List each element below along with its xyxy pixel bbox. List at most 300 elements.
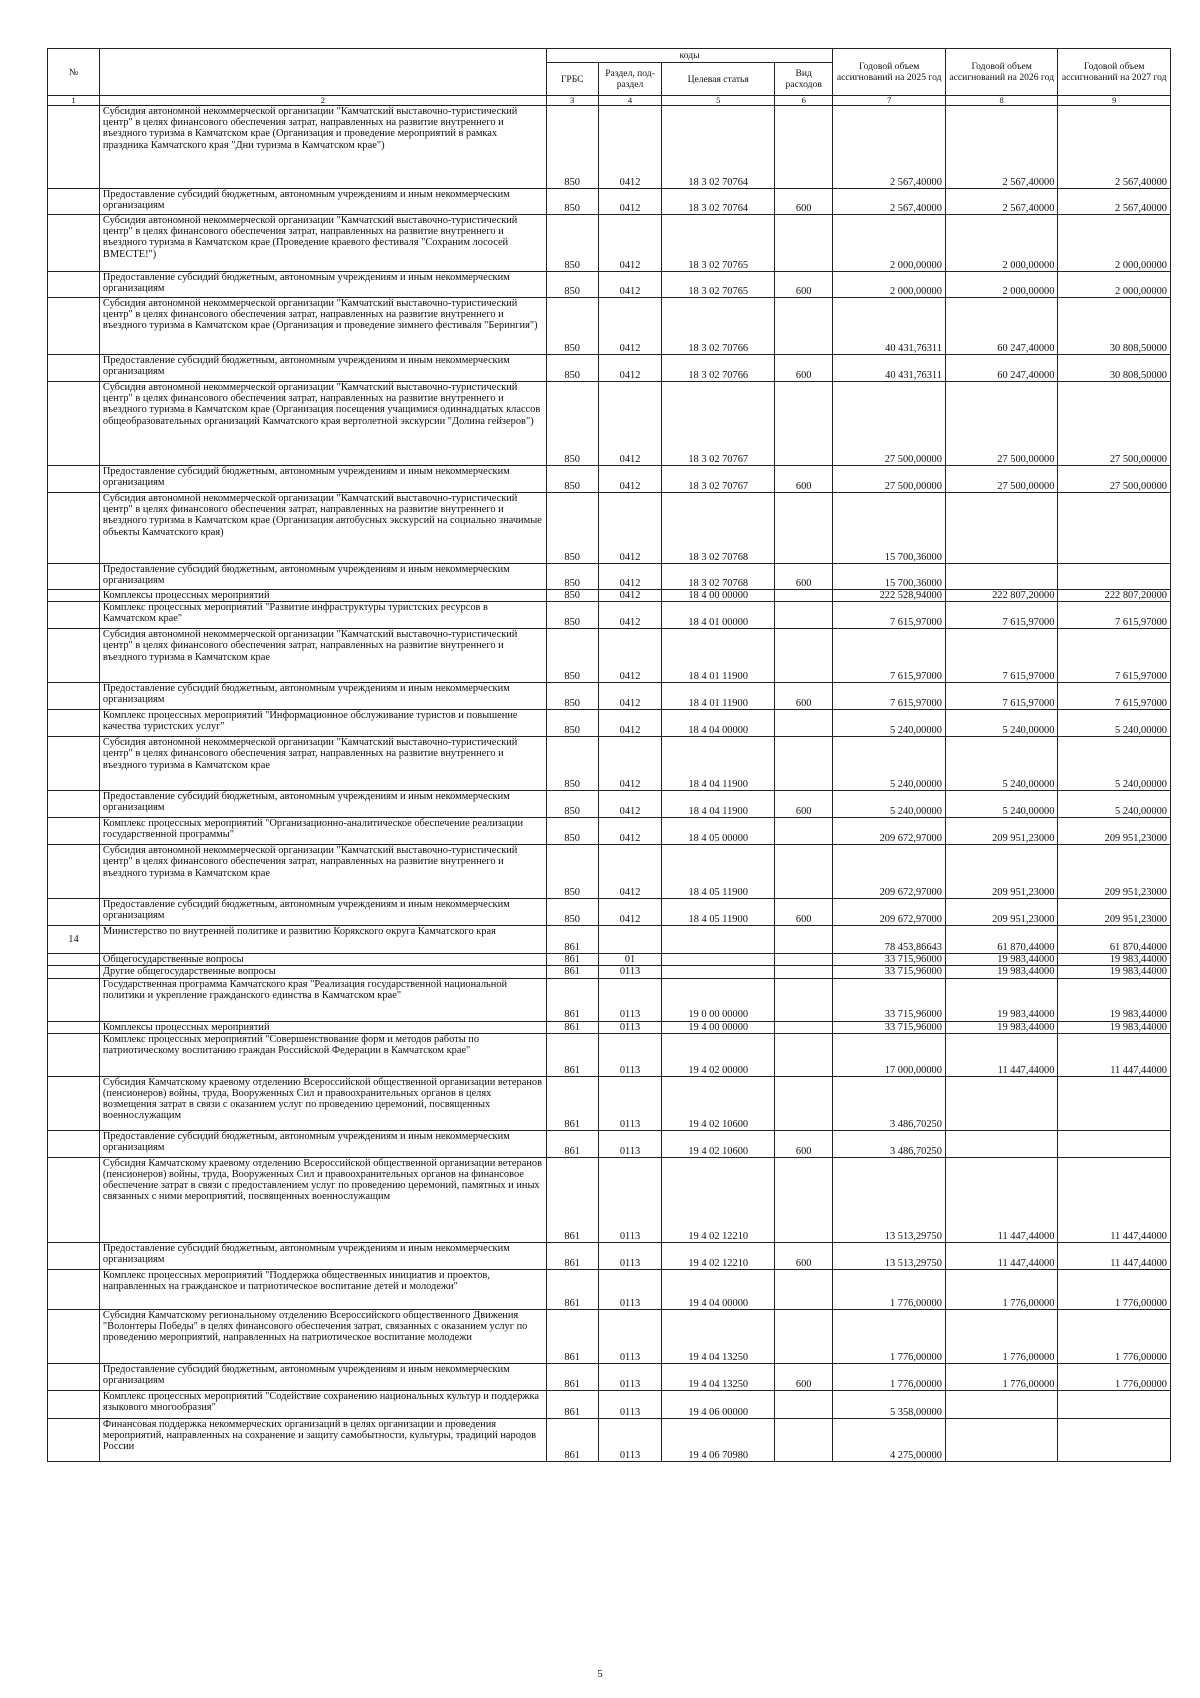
col-index: 8: [945, 96, 1058, 106]
row-description: Комплекс процессных мероприятий "Организационно-аналитическое обеспечение реализации государственной программы": [99, 818, 546, 845]
amount-2026: 19 983,44000: [945, 954, 1058, 966]
amount-2025: 5 240,00000: [833, 791, 946, 818]
grbs-code: 850: [546, 602, 598, 629]
amount-2026: 209 951,23000: [945, 899, 1058, 926]
col-index: 7: [833, 96, 946, 106]
target-article-code: 19 4 04 00000: [662, 1269, 775, 1309]
target-article-code: 18 4 04 00000: [662, 710, 775, 737]
row-description: Предоставление субсидий бюджетным, автономным учреждениям и иным некоммерческим организациям: [99, 466, 546, 493]
amount-2025: 4 275,00000: [833, 1418, 946, 1461]
section-code: 0113: [598, 1363, 662, 1390]
grbs-code: 850: [546, 466, 598, 493]
section-code: 0412: [598, 818, 662, 845]
amount-2027: 19 983,44000: [1058, 954, 1171, 966]
amount-2026: 1 776,00000: [945, 1363, 1058, 1390]
table-row: [48, 602, 1171, 629]
row-number: [48, 1130, 100, 1157]
table-row: [48, 106, 1171, 189]
expense-type-code: [774, 106, 832, 189]
amount-2026: 5 240,00000: [945, 737, 1058, 791]
row-number: [48, 845, 100, 899]
col-index: 4: [598, 96, 662, 106]
expense-type-code: 600: [774, 466, 832, 493]
amount-2025: 5 240,00000: [833, 710, 946, 737]
row-number: [48, 189, 100, 215]
amount-2026: 11 447,44000: [945, 1242, 1058, 1269]
table-row: [48, 189, 1171, 215]
grbs-code: 861: [546, 1130, 598, 1157]
table-row: [48, 1390, 1171, 1418]
row-description: Комплексы процессных мероприятий: [99, 1021, 546, 1033]
col-index: 3: [546, 96, 598, 106]
header-row-top: [48, 49, 1171, 63]
budget-sheet: [47, 48, 1171, 1462]
amount-2026: [945, 1076, 1058, 1130]
table-row: [48, 683, 1171, 710]
grbs-code: 861: [546, 1363, 598, 1390]
expense-type-code: [774, 1033, 832, 1076]
expense-type-code: 600: [774, 683, 832, 710]
grbs-code: 850: [546, 710, 598, 737]
row-number: [48, 954, 100, 966]
target-article-code: 19 4 06 00000: [662, 1390, 775, 1418]
expense-type-code: [774, 493, 832, 564]
table-row: [48, 791, 1171, 818]
row-description: Субсидия Камчатскому краевому отделению Всероссийской общественной организации ветеранов (пенсионеров) войны, труда, Вооруженных Сил и правоохранительных органов в целях возмещения затрат в связи с оказанием услуг по проведению церемоний, посвященных военнослужащим: [99, 1076, 546, 1130]
target-article-code: 18 4 04 11900: [662, 737, 775, 791]
amount-2027: 11 447,44000: [1058, 1033, 1171, 1076]
amount-2025: 7 615,97000: [833, 602, 946, 629]
amount-2025: 7 615,97000: [833, 629, 946, 683]
row-number: 14: [48, 926, 100, 954]
amount-2025: 5 358,00000: [833, 1390, 946, 1418]
section-code: 01: [598, 954, 662, 966]
table-row: [48, 564, 1171, 590]
row-description: Субсидия Камчатскому региональному отделению Всероссийского общественного Движения "Волонтеры Победы" в целях финансового обеспечения затрат, связанных с оказанием услуг по проведению мероприятий, направленных на патриотическое воспитание молодежи: [99, 1309, 546, 1363]
table-row: [48, 590, 1171, 602]
target-article-code: 18 3 02 70765: [662, 215, 775, 272]
col-index: 6: [774, 96, 832, 106]
row-number: [48, 590, 100, 602]
section-code: 0113: [598, 1418, 662, 1461]
expense-type-code: [774, 1269, 832, 1309]
amount-2027: [1058, 1130, 1171, 1157]
col-index: 2: [99, 96, 546, 106]
table-row: [48, 1076, 1171, 1130]
section-code: 0412: [598, 590, 662, 602]
section-code: [598, 926, 662, 954]
section-code: 0412: [598, 564, 662, 590]
amount-2025: 3 486,70250: [833, 1076, 946, 1130]
row-description: Предоставление субсидий бюджетным, автономным учреждениям и иным некоммерческим организациям: [99, 791, 546, 818]
target-article-code: 19 4 02 12210: [662, 1157, 775, 1242]
row-number: [48, 1021, 100, 1033]
row-description: Предоставление субсидий бюджетным, автономным учреждениям и иным некоммерческим организациям: [99, 272, 546, 298]
amount-2027: 2 000,00000: [1058, 272, 1171, 298]
expense-type-code: 600: [774, 564, 832, 590]
amount-2026: 61 870,44000: [945, 926, 1058, 954]
section-code: 0113: [598, 1033, 662, 1076]
expense-type-code: [774, 954, 832, 966]
grbs-code: 850: [546, 818, 598, 845]
row-number: [48, 382, 100, 466]
header-target: Целевая статья: [662, 63, 775, 96]
amount-2025: 209 672,97000: [833, 818, 946, 845]
amount-2026: 7 615,97000: [945, 629, 1058, 683]
grbs-code: 861: [546, 1309, 598, 1363]
target-article-code: 18 4 01 11900: [662, 683, 775, 710]
header-num: №: [48, 49, 100, 96]
grbs-code: 850: [546, 355, 598, 382]
table-row: [48, 1269, 1171, 1309]
amount-2027: 2 567,40000: [1058, 106, 1171, 189]
expense-type-code: 600: [774, 355, 832, 382]
amount-2027: 7 615,97000: [1058, 629, 1171, 683]
amount-2025: 13 513,29750: [833, 1157, 946, 1242]
amount-2026: 60 247,40000: [945, 298, 1058, 355]
amount-2026: [945, 564, 1058, 590]
amount-2027: [1058, 1076, 1171, 1130]
row-description: Субсидия автономной некоммерческой организации "Камчатский выставочно-туристический центр" в целях финансового обеспечения затрат, направленных на развитие внутреннего и въездного туризма в Камчатском крае (Организация автобусных экскурсий на социально значимые объекты Камчатского края): [99, 493, 546, 564]
expense-type-code: 600: [774, 791, 832, 818]
amount-2025: 2 567,40000: [833, 106, 946, 189]
row-number: [48, 978, 100, 1021]
target-article-code: 18 3 02 70766: [662, 298, 775, 355]
row-number: [48, 966, 100, 978]
target-article-code: 18 3 02 70765: [662, 272, 775, 298]
section-code: 0113: [598, 1021, 662, 1033]
amount-2025: 3 486,70250: [833, 1130, 946, 1157]
amount-2026: 5 240,00000: [945, 791, 1058, 818]
row-number: [48, 272, 100, 298]
grbs-code: 850: [546, 215, 598, 272]
amount-2026: 209 951,23000: [945, 818, 1058, 845]
grbs-code: 861: [546, 966, 598, 978]
amount-2026: [945, 493, 1058, 564]
section-code: 0412: [598, 683, 662, 710]
target-article-code: 19 4 00 00000: [662, 1021, 775, 1033]
row-number: [48, 1242, 100, 1269]
expense-type-code: [774, 382, 832, 466]
target-article-code: 18 3 02 70764: [662, 189, 775, 215]
table-row: [48, 1033, 1171, 1076]
expense-type-code: 600: [774, 1242, 832, 1269]
grbs-code: 861: [546, 1033, 598, 1076]
header-expense-type: Вид расходов: [774, 63, 832, 96]
grbs-code: 861: [546, 1076, 598, 1130]
row-description: Субсидия автономной некоммерческой организации "Камчатский выставочно-туристический центр" в целях финансового обеспечения затрат, направленных на развитие внутреннего и въездного туризма в Камчатском крае (Организация и проведение мероприятий в рамках праздника Камчатского края "Дни туризма в Камчатском крае"): [99, 106, 546, 189]
grbs-code: 861: [546, 1390, 598, 1418]
row-number: [48, 215, 100, 272]
target-article-code: [662, 926, 775, 954]
grbs-code: 850: [546, 189, 598, 215]
amount-2027: 5 240,00000: [1058, 710, 1171, 737]
amount-2025: 15 700,36000: [833, 564, 946, 590]
section-code: 0113: [598, 1390, 662, 1418]
table-row: [48, 1021, 1171, 1033]
amount-2025: 15 700,36000: [833, 493, 946, 564]
row-number: [48, 1157, 100, 1242]
row-description: Предоставление субсидий бюджетным, автономным учреждениям и иным некоммерческим организациям: [99, 1242, 546, 1269]
section-code: 0412: [598, 737, 662, 791]
amount-2027: 5 240,00000: [1058, 737, 1171, 791]
grbs-code: 850: [546, 272, 598, 298]
amount-2025: 40 431,76311: [833, 298, 946, 355]
target-article-code: 18 4 01 11900: [662, 629, 775, 683]
amount-2026: [945, 1418, 1058, 1461]
amount-2027: 222 807,20000: [1058, 590, 1171, 602]
amount-2025: 33 715,96000: [833, 1021, 946, 1033]
row-number: [48, 791, 100, 818]
budget-table: [47, 48, 1171, 1462]
table-row: [48, 737, 1171, 791]
col-index: 9: [1058, 96, 1171, 106]
amount-2026: 7 615,97000: [945, 683, 1058, 710]
row-number: [48, 737, 100, 791]
grbs-code: 861: [546, 954, 598, 966]
section-code: 0412: [598, 215, 662, 272]
section-code: 0412: [598, 899, 662, 926]
expense-type-code: [774, 215, 832, 272]
target-article-code: 18 4 05 11900: [662, 845, 775, 899]
target-article-code: 19 4 06 70980: [662, 1418, 775, 1461]
amount-2027: 7 615,97000: [1058, 683, 1171, 710]
column-index-row: [48, 96, 1171, 106]
amount-2025: 40 431,76311: [833, 355, 946, 382]
table-row: [48, 899, 1171, 926]
row-number: [48, 710, 100, 737]
amount-2027: 11 447,44000: [1058, 1157, 1171, 1242]
row-number: [48, 1363, 100, 1390]
expense-type-code: [774, 737, 832, 791]
row-number: [48, 1309, 100, 1363]
amount-2027: 19 983,44000: [1058, 966, 1171, 978]
amount-2026: 11 447,44000: [945, 1157, 1058, 1242]
table-row: [48, 493, 1171, 564]
section-code: 0412: [598, 466, 662, 493]
expense-type-code: [774, 710, 832, 737]
target-article-code: 18 4 01 00000: [662, 602, 775, 629]
row-description: Субсидия автономной некоммерческой организации "Камчатский выставочно-туристический центр" в целях финансового обеспечения затрат, направленных на развитие внутреннего и въездного туризма в Камчатском крае (Организация и проведение зимнего фестиваля "Берингия"): [99, 298, 546, 355]
amount-2027: 1 776,00000: [1058, 1363, 1171, 1390]
amount-2026: 27 500,00000: [945, 382, 1058, 466]
col-index: 1: [48, 96, 100, 106]
amount-2026: 5 240,00000: [945, 710, 1058, 737]
section-code: 0412: [598, 710, 662, 737]
amount-2027: 30 808,50000: [1058, 355, 1171, 382]
row-description: Комплекс процессных мероприятий "Совершенствование форм и методов работы по патриотическому воспитанию граждан Российской Федерации в Камчатском крае": [99, 1033, 546, 1076]
amount-2025: 33 715,96000: [833, 954, 946, 966]
amount-2026: 60 247,40000: [945, 355, 1058, 382]
row-description: Предоставление субсидий бюджетным, автономным учреждениям и иным некоммерческим организациям: [99, 189, 546, 215]
amount-2026: 19 983,44000: [945, 966, 1058, 978]
expense-type-code: [774, 966, 832, 978]
section-code: 0412: [598, 382, 662, 466]
amount-2026: 19 983,44000: [945, 978, 1058, 1021]
grbs-code: 850: [546, 683, 598, 710]
expense-type-code: [774, 1390, 832, 1418]
amount-2025: 13 513,29750: [833, 1242, 946, 1269]
row-number: [48, 1269, 100, 1309]
expense-type-code: 600: [774, 1130, 832, 1157]
expense-type-code: [774, 1076, 832, 1130]
table-row: [48, 298, 1171, 355]
section-code: 0412: [598, 272, 662, 298]
amount-2026: 7 615,97000: [945, 602, 1058, 629]
expense-type-code: [774, 845, 832, 899]
amount-2025: 33 715,96000: [833, 978, 946, 1021]
amount-2026: 209 951,23000: [945, 845, 1058, 899]
table-row: [48, 382, 1171, 466]
row-description: Комплекс процессных мероприятий "Развитие инфраструктуры туристских ресурсов в Камчатском крае": [99, 602, 546, 629]
expense-type-code: [774, 926, 832, 954]
row-number: [48, 564, 100, 590]
expense-type-code: 600: [774, 189, 832, 215]
row-description: Субсидия автономной некоммерческой организации "Камчатский выставочно-туристический центр" в целях финансового обеспечения затрат, направленных на развитие внутреннего и въездного туризма в Камчатском крае (Организация посещения учащимися одиннадцатых классов общеобразовательных организаций Камчатского края вертолетной экскурсии "Долина гейзеров"): [99, 382, 546, 466]
row-description: Субсидия автономной некоммерческой организации "Камчатский выставочно-туристический центр" в целях финансового обеспечения затрат, направленных на развитие внутреннего и въездного туризма в Камчатском крае: [99, 737, 546, 791]
target-article-code: [662, 966, 775, 978]
section-code: 0113: [598, 1157, 662, 1242]
amount-2027: 19 983,44000: [1058, 978, 1171, 1021]
amount-2026: 1 776,00000: [945, 1309, 1058, 1363]
amount-2025: 1 776,00000: [833, 1269, 946, 1309]
amount-2027: 209 951,23000: [1058, 845, 1171, 899]
row-description: Комплекс процессных мероприятий "Содействие сохранению национальных культур и поддержка языкового многообразия": [99, 1390, 546, 1418]
amount-2026: 222 807,20000: [945, 590, 1058, 602]
expense-type-code: [774, 978, 832, 1021]
header-name-blank: [99, 49, 546, 96]
amount-2025: 209 672,97000: [833, 845, 946, 899]
row-description: Предоставление субсидий бюджетным, автономным учреждениям и иным некоммерческим организациям: [99, 1363, 546, 1390]
amount-2026: 2 000,00000: [945, 215, 1058, 272]
grbs-code: 861: [546, 1157, 598, 1242]
row-description: Предоставление субсидий бюджетным, автономным учреждениям и иным некоммерческим организациям: [99, 355, 546, 382]
grbs-code: 850: [546, 564, 598, 590]
row-number: [48, 899, 100, 926]
target-article-code: 18 3 02 70764: [662, 106, 775, 189]
row-number: [48, 355, 100, 382]
row-number: [48, 1418, 100, 1461]
row-description: Другие общегосударственные вопросы: [99, 966, 546, 978]
page-number: 5: [597, 1668, 603, 1680]
grbs-code: 850: [546, 629, 598, 683]
amount-2027: 1 776,00000: [1058, 1309, 1171, 1363]
table-row: [48, 215, 1171, 272]
row-description: Комплекс процессных мероприятий "Информационное обслуживание туристов и повышение качества туристских услуг": [99, 710, 546, 737]
amount-2027: 19 983,44000: [1058, 1021, 1171, 1033]
target-article-code: 19 4 02 10600: [662, 1076, 775, 1130]
grbs-code: 861: [546, 1021, 598, 1033]
row-number: [48, 1076, 100, 1130]
amount-2025: 5 240,00000: [833, 737, 946, 791]
header-section: Раздел, под-раздел: [598, 63, 662, 96]
row-number: [48, 466, 100, 493]
row-description: Комплекс процессных мероприятий "Поддержка общественных инициатив и проектов, направленных на гражданское и патриотическое воспитание детей и молодежи": [99, 1269, 546, 1309]
table-row: [48, 629, 1171, 683]
table-row: [48, 1130, 1171, 1157]
amount-2027: 27 500,00000: [1058, 466, 1171, 493]
amount-2025: 222 528,94000: [833, 590, 946, 602]
grbs-code: 850: [546, 382, 598, 466]
target-article-code: 18 3 02 70766: [662, 355, 775, 382]
row-description: Субсидия Камчатскому краевому отделению Всероссийской общественной организации ветеранов (пенсионеров) войны, труда, Вооруженных Сил и правоохранительных органов на финансовое обеспечение затрат в связи с предоставлением услуг по проведению церемоний, памятных и иных связанных с ними мероприятий, посвященных военнослужащим: [99, 1157, 546, 1242]
amount-2026: [945, 1390, 1058, 1418]
row-description: Субсидия автономной некоммерческой организации "Камчатский выставочно-туристический центр" в целях финансового обеспечения затрат, направленных на развитие внутреннего и въездного туризма в Камчатском крае: [99, 845, 546, 899]
grbs-code: 850: [546, 845, 598, 899]
row-description: Субсидия автономной некоммерческой организации "Камчатский выставочно-туристический центр" в целях финансового обеспечения затрат, направленных на развитие внутреннего и въездного туризма в Камчатском крае (Проведение краевого фестиваля "Сохраним лососей ВМЕСТЕ!"): [99, 215, 546, 272]
grbs-code: 850: [546, 737, 598, 791]
table-row: [48, 1309, 1171, 1363]
target-article-code: 19 4 04 13250: [662, 1363, 775, 1390]
expense-type-code: [774, 1021, 832, 1033]
expense-type-code: [774, 1418, 832, 1461]
amount-2026: 1 776,00000: [945, 1269, 1058, 1309]
section-code: 0412: [598, 355, 662, 382]
amount-2026: 27 500,00000: [945, 466, 1058, 493]
amount-2026: [945, 1130, 1058, 1157]
amount-2027: 2 000,00000: [1058, 215, 1171, 272]
amount-2027: 11 447,44000: [1058, 1242, 1171, 1269]
col-index: 5: [662, 96, 775, 106]
table-row: [48, 926, 1171, 954]
expense-type-code: [774, 1309, 832, 1363]
table-row: [48, 978, 1171, 1021]
row-description: Общегосударственные вопросы: [99, 954, 546, 966]
amount-2026: 2 000,00000: [945, 272, 1058, 298]
expense-type-code: [774, 590, 832, 602]
table-row: [48, 954, 1171, 966]
grbs-code: 861: [546, 978, 598, 1021]
target-article-code: 19 4 02 00000: [662, 1033, 775, 1076]
target-article-code: 18 4 04 11900: [662, 791, 775, 818]
section-code: 0113: [598, 1242, 662, 1269]
amount-2025: 27 500,00000: [833, 382, 946, 466]
section-code: 0412: [598, 189, 662, 215]
header-2027: Годовой объем ассигнований на 2027 год: [1058, 49, 1171, 96]
expense-type-code: 600: [774, 899, 832, 926]
expense-type-code: 600: [774, 272, 832, 298]
amount-2027: 209 951,23000: [1058, 818, 1171, 845]
amount-2025: 2 567,40000: [833, 189, 946, 215]
expense-type-code: [774, 298, 832, 355]
grbs-code: 861: [546, 926, 598, 954]
amount-2027: 30 808,50000: [1058, 298, 1171, 355]
table-row: [48, 1363, 1171, 1390]
amount-2027: [1058, 1390, 1171, 1418]
row-description: Комплексы процессных мероприятий: [99, 590, 546, 602]
target-article-code: 19 0 00 00000: [662, 978, 775, 1021]
target-article-code: 19 4 04 13250: [662, 1309, 775, 1363]
header-2026: Годовой объем ассигнований на 2026 год: [945, 49, 1058, 96]
amount-2027: [1058, 493, 1171, 564]
section-code: 0113: [598, 1309, 662, 1363]
amount-2025: 27 500,00000: [833, 466, 946, 493]
grbs-code: 861: [546, 1269, 598, 1309]
expense-type-code: 600: [774, 1363, 832, 1390]
amount-2027: 209 951,23000: [1058, 899, 1171, 926]
grbs-code: 850: [546, 493, 598, 564]
target-article-code: 18 4 00 00000: [662, 590, 775, 602]
amount-2025: 7 615,97000: [833, 683, 946, 710]
grbs-code: 861: [546, 1418, 598, 1461]
row-description: Предоставление субсидий бюджетным, автономным учреждениям и иным некоммерческим организациям: [99, 683, 546, 710]
target-article-code: 18 3 02 70767: [662, 382, 775, 466]
expense-type-code: [774, 602, 832, 629]
table-row: [48, 710, 1171, 737]
section-code: 0412: [598, 845, 662, 899]
amount-2027: 27 500,00000: [1058, 382, 1171, 466]
expense-type-code: [774, 818, 832, 845]
